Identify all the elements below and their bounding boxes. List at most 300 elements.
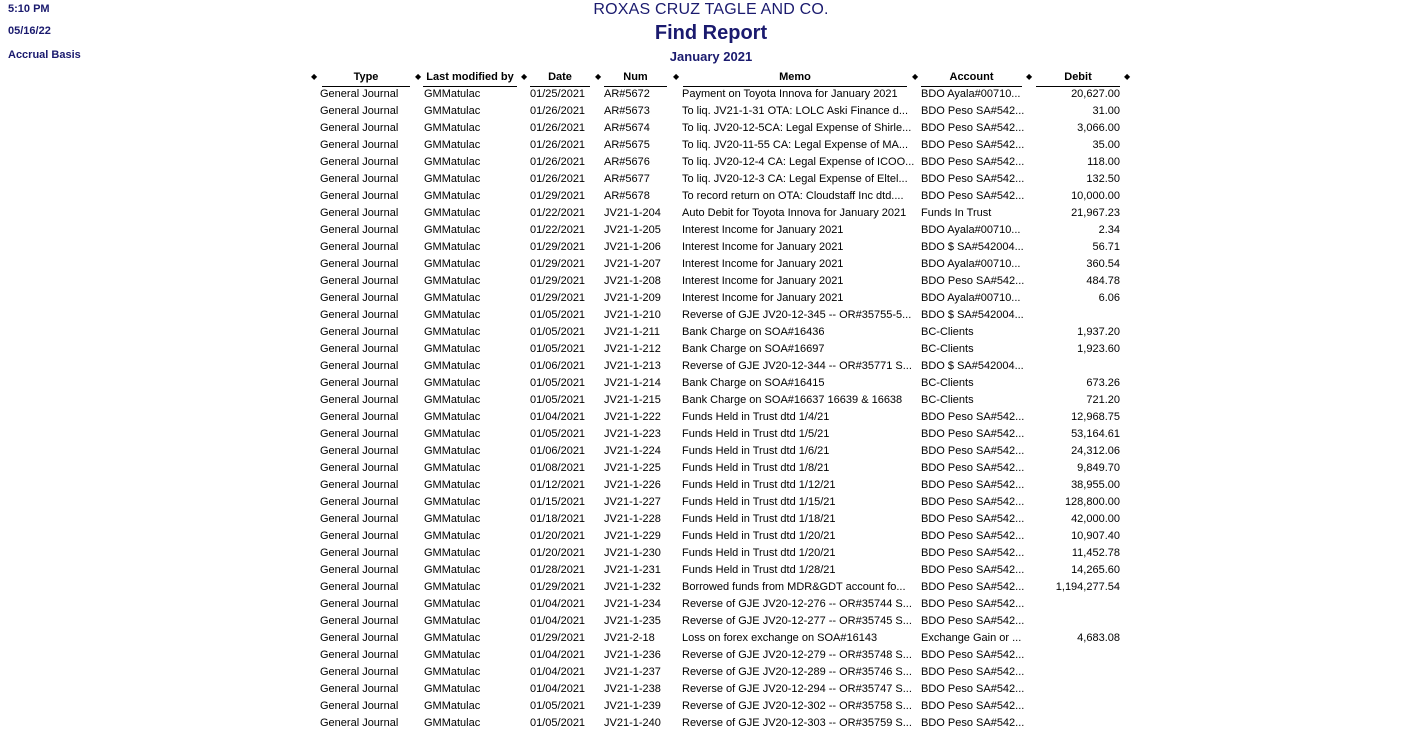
- cell-num: JV21-1-234: [604, 598, 661, 610]
- cell-date: 01/29/2021: [530, 241, 586, 253]
- cell-date: 01/15/2021: [530, 496, 586, 508]
- cell-debit: 14,265.60: [1071, 564, 1120, 576]
- table-row[interactable]: [0, 324, 1396, 341]
- cell-num: JV21-1-210: [604, 309, 661, 321]
- cell-memo: Funds Held in Trust dtd 1/28/21: [682, 564, 836, 576]
- table-row[interactable]: [0, 154, 1396, 171]
- table-row[interactable]: [0, 307, 1396, 324]
- cell-num: JV21-1-213: [604, 360, 661, 372]
- cell-num: AR#5677: [604, 173, 650, 185]
- cell-type: General Journal: [320, 139, 399, 151]
- cell-type: General Journal: [320, 326, 399, 338]
- cell-type: General Journal: [320, 88, 399, 100]
- table-row[interactable]: [0, 715, 1396, 732]
- cell-memo: Bank Charge on SOA#16415: [682, 377, 825, 389]
- cell-memo: Reverse of GJE JV20-12-277 -- OR#35745 S...: [682, 615, 912, 627]
- table-row[interactable]: [0, 562, 1396, 579]
- cell-account: BDO Peso SA#542...: [921, 275, 1025, 287]
- cell-account: BDO Peso SA#542...: [921, 173, 1025, 185]
- cell-type: General Journal: [320, 581, 399, 593]
- cell-memo: Reverse of GJE JV20-12-344 -- OR#35771 S...: [682, 360, 912, 372]
- cell-date: 01/04/2021: [530, 649, 586, 661]
- cell-date: 01/06/2021: [530, 360, 586, 372]
- cell-date: 01/12/2021: [530, 479, 586, 491]
- cell-account: BDO Peso SA#542...: [921, 598, 1025, 610]
- cell-last-modified: GMMatulac: [424, 139, 481, 151]
- cell-last-modified: GMMatulac: [424, 326, 481, 338]
- table-row[interactable]: [0, 579, 1396, 596]
- cell-type: General Journal: [320, 683, 399, 695]
- cell-debit: 2.34: [1098, 224, 1120, 236]
- table-row[interactable]: [0, 120, 1396, 137]
- cell-type: General Journal: [320, 547, 399, 559]
- cell-account: BDO Peso SA#542...: [921, 700, 1025, 712]
- cell-type: General Journal: [320, 462, 399, 474]
- cell-last-modified: GMMatulac: [424, 649, 481, 661]
- cell-debit: 1,923.60: [1077, 343, 1120, 355]
- table-row[interactable]: [0, 528, 1396, 545]
- cell-account: BDO Peso SA#542...: [921, 649, 1025, 661]
- cell-debit: 10,000.00: [1071, 190, 1120, 202]
- cell-num: JV21-2-18: [604, 632, 655, 644]
- table-row[interactable]: [0, 426, 1396, 443]
- report-table-body: [0, 86, 1396, 732]
- cell-num: JV21-1-206: [604, 241, 661, 253]
- cell-num: JV21-1-237: [604, 666, 661, 678]
- cell-num: JV21-1-209: [604, 292, 661, 304]
- table-row[interactable]: [0, 630, 1396, 647]
- cell-debit: 38,955.00: [1071, 479, 1120, 491]
- table-row[interactable]: [0, 613, 1396, 630]
- cell-num: JV21-1-208: [604, 275, 661, 287]
- cell-type: General Journal: [320, 105, 399, 117]
- cell-memo: Funds Held in Trust dtd 1/5/21: [682, 428, 830, 440]
- cell-memo: Reverse of GJE JV20-12-302 -- OR#35758 S...: [682, 700, 912, 712]
- cell-memo: Bank Charge on SOA#16637 16639 & 16638: [682, 394, 903, 406]
- cell-date: 01/28/2021: [530, 564, 586, 576]
- cell-debit: 21,967.23: [1071, 207, 1120, 219]
- cell-num: JV21-1-224: [604, 445, 661, 457]
- diamond-icon[interactable]: ◆: [595, 72, 602, 81]
- cell-debit: 9,849.70: [1077, 462, 1120, 474]
- cell-date: 01/04/2021: [530, 411, 586, 423]
- cell-last-modified: GMMatulac: [424, 258, 481, 270]
- cell-type: General Journal: [320, 666, 399, 678]
- cell-num: JV21-1-222: [604, 411, 661, 423]
- cell-date: 01/26/2021: [530, 156, 586, 168]
- cell-debit: 10,907.40: [1071, 530, 1120, 542]
- report-basis: Accrual Basis: [8, 49, 81, 61]
- cell-memo: Funds Held in Trust dtd 1/20/21: [682, 530, 836, 542]
- table-row[interactable]: [0, 545, 1396, 562]
- cell-num: JV21-1-226: [604, 479, 661, 491]
- company-name: ROXAS CRUZ TAGLE AND CO.: [593, 1, 829, 18]
- cell-memo: Reverse of GJE JV20-12-303 -- OR#35759 S...: [682, 717, 912, 729]
- cell-memo: Funds Held in Trust dtd 1/12/21: [682, 479, 836, 491]
- diamond-icon[interactable]: ◆: [521, 72, 528, 81]
- cell-date: 01/18/2021: [530, 513, 586, 525]
- cell-last-modified: GMMatulac: [424, 377, 481, 389]
- cell-type: General Journal: [320, 309, 399, 321]
- cell-num: JV21-1-211: [604, 326, 661, 338]
- table-row[interactable]: [0, 494, 1396, 511]
- report-date: 05/16/22: [8, 25, 51, 37]
- cell-last-modified: GMMatulac: [424, 683, 481, 695]
- cell-account: BDO Peso SA#542...: [921, 411, 1025, 423]
- cell-last-modified: GMMatulac: [424, 360, 481, 372]
- table-row[interactable]: [0, 290, 1396, 307]
- table-row[interactable]: [0, 103, 1396, 120]
- cell-account: BDO Peso SA#542...: [921, 445, 1025, 457]
- table-row[interactable]: [0, 392, 1396, 409]
- cell-memo: Funds Held in Trust dtd 1/20/21: [682, 547, 836, 559]
- cell-last-modified: GMMatulac: [424, 173, 481, 185]
- cell-date: 01/29/2021: [530, 581, 586, 593]
- cell-num: JV21-1-238: [604, 683, 661, 695]
- diamond-icon[interactable]: ◆: [1026, 72, 1033, 81]
- table-row[interactable]: [0, 239, 1396, 256]
- cell-date: 01/26/2021: [530, 122, 586, 134]
- cell-date: 01/05/2021: [530, 428, 586, 440]
- cell-type: General Journal: [320, 411, 399, 423]
- diamond-icon[interactable]: ◆: [673, 72, 680, 81]
- cell-account: BDO Peso SA#542...: [921, 156, 1025, 168]
- cell-debit: 35.00: [1092, 139, 1120, 151]
- diamond-icon[interactable]: ◆: [311, 72, 318, 81]
- cell-account: BDO Peso SA#542...: [921, 581, 1025, 593]
- cell-last-modified: GMMatulac: [424, 411, 481, 423]
- cell-memo: Funds Held in Trust dtd 1/18/21: [682, 513, 836, 525]
- cell-date: 01/05/2021: [530, 309, 586, 321]
- cell-account: BDO Peso SA#542...: [921, 683, 1025, 695]
- cell-date: 01/20/2021: [530, 547, 586, 559]
- cell-memo: To liq. JV20-12-3 CA: Legal Expense of Eltel...: [682, 173, 908, 185]
- cell-type: General Journal: [320, 445, 399, 457]
- table-row[interactable]: [0, 409, 1396, 426]
- cell-last-modified: GMMatulac: [424, 632, 481, 644]
- cell-memo: Funds Held in Trust dtd 1/15/21: [682, 496, 836, 508]
- cell-last-modified: GMMatulac: [424, 547, 481, 559]
- cell-account: BDO Peso SA#542...: [921, 615, 1025, 627]
- table-row[interactable]: [0, 681, 1396, 698]
- cell-memo: Reverse of GJE JV20-12-294 -- OR#35747 S...: [682, 683, 912, 695]
- cell-debit: 1,194,277.54: [1055, 581, 1120, 593]
- table-row[interactable]: [0, 698, 1396, 715]
- cell-memo: Funds Held in Trust dtd 1/8/21: [682, 462, 830, 474]
- cell-last-modified: GMMatulac: [424, 292, 481, 304]
- cell-type: General Journal: [320, 428, 399, 440]
- cell-memo: To record return on OTA: Cloudstaff Inc dtd....: [682, 190, 904, 202]
- cell-type: General Journal: [320, 241, 399, 253]
- table-row[interactable]: [0, 256, 1396, 273]
- cell-last-modified: GMMatulac: [424, 309, 481, 321]
- cell-date: 01/06/2021: [530, 445, 586, 457]
- cell-debit: 12,968.75: [1071, 411, 1120, 423]
- cell-date: 01/29/2021: [530, 258, 586, 270]
- cell-type: General Journal: [320, 615, 399, 627]
- cell-date: 01/29/2021: [530, 292, 586, 304]
- cell-num: AR#5675: [604, 139, 650, 151]
- cell-account: BDO Peso SA#542...: [921, 428, 1025, 440]
- table-row[interactable]: [0, 375, 1396, 392]
- cell-debit: 128,800.00: [1064, 496, 1120, 508]
- cell-num: JV21-1-214: [604, 377, 661, 389]
- cell-account: BDO Peso SA#542...: [921, 190, 1025, 202]
- cell-type: General Journal: [320, 360, 399, 372]
- table-row[interactable]: [0, 511, 1396, 528]
- cell-date: 01/22/2021: [530, 207, 586, 219]
- cell-last-modified: GMMatulac: [424, 275, 481, 287]
- cell-last-modified: GMMatulac: [424, 666, 481, 678]
- column-header-num[interactable]: Num: [604, 70, 667, 87]
- cell-date: 01/05/2021: [530, 394, 586, 406]
- column-header-last-modified[interactable]: Last modified by: [423, 70, 517, 87]
- cell-num: JV21-1-207: [604, 258, 661, 270]
- table-row[interactable]: [0, 341, 1396, 358]
- cell-date: 01/26/2021: [530, 173, 586, 185]
- cell-num: AR#5678: [604, 190, 650, 202]
- cell-debit: 6.06: [1098, 292, 1120, 304]
- cell-date: 01/25/2021: [530, 88, 586, 100]
- cell-num: JV21-1-212: [604, 343, 661, 355]
- cell-account: BDO Peso SA#542...: [921, 717, 1025, 729]
- cell-account: BDO Peso SA#542...: [921, 564, 1025, 576]
- table-row[interactable]: [0, 205, 1396, 222]
- cell-account: BDO Peso SA#542...: [921, 462, 1025, 474]
- table-row[interactable]: [0, 596, 1396, 613]
- table-row[interactable]: [0, 647, 1396, 664]
- cell-memo: Reverse of GJE JV20-12-345 -- OR#35755-5...: [682, 309, 912, 321]
- cell-num: JV21-1-205: [604, 224, 661, 236]
- cell-type: General Journal: [320, 700, 399, 712]
- cell-type: General Journal: [320, 258, 399, 270]
- cell-num: JV21-1-239: [604, 700, 661, 712]
- table-row[interactable]: [0, 171, 1396, 188]
- cell-debit: 11,452.78: [1071, 547, 1120, 559]
- cell-date: 01/22/2021: [530, 224, 586, 236]
- cell-account: BDO $ SA#542004...: [921, 360, 1024, 372]
- cell-memo: To liq. JV21-1-31 OTA: LOLC Aski Finance d...: [682, 105, 909, 117]
- cell-type: General Journal: [320, 598, 399, 610]
- cell-num: JV21-1-215: [604, 394, 661, 406]
- cell-last-modified: GMMatulac: [424, 207, 481, 219]
- report-time: 5:10 PM: [8, 3, 50, 15]
- cell-last-modified: GMMatulac: [424, 530, 481, 542]
- cell-account: BDO Peso SA#542...: [921, 139, 1025, 151]
- table-row[interactable]: [0, 188, 1396, 205]
- cell-account: BDO Peso SA#542...: [921, 496, 1025, 508]
- cell-memo: Interest Income for January 2021: [682, 241, 844, 253]
- cell-date: 01/29/2021: [530, 632, 586, 644]
- cell-type: General Journal: [320, 275, 399, 287]
- cell-date: 01/29/2021: [530, 275, 586, 287]
- cell-type: General Journal: [320, 224, 399, 236]
- table-row[interactable]: [0, 222, 1396, 239]
- cell-memo: To liq. JV20-12-4 CA: Legal Expense of ICOO...: [682, 156, 915, 168]
- cell-date: 01/04/2021: [530, 598, 586, 610]
- cell-type: General Journal: [320, 530, 399, 542]
- cell-memo: Interest Income for January 2021: [682, 224, 844, 236]
- cell-memo: Reverse of GJE JV20-12-279 -- OR#35748 S...: [682, 649, 912, 661]
- cell-num: JV21-1-240: [604, 717, 661, 729]
- cell-debit: 24,312.06: [1071, 445, 1120, 457]
- table-row[interactable]: [0, 477, 1396, 494]
- cell-debit: 1,937.20: [1077, 326, 1120, 338]
- cell-last-modified: GMMatulac: [424, 156, 481, 168]
- diamond-icon[interactable]: ◆: [912, 72, 919, 81]
- cell-last-modified: GMMatulac: [424, 105, 481, 117]
- cell-debit: 20,627.00: [1071, 88, 1120, 100]
- cell-num: JV21-1-231: [604, 564, 661, 576]
- cell-type: General Journal: [320, 394, 399, 406]
- cell-account: BDO $ SA#542004...: [921, 309, 1024, 321]
- table-row[interactable]: [0, 273, 1396, 290]
- cell-type: General Journal: [320, 649, 399, 661]
- table-row[interactable]: [0, 86, 1396, 103]
- cell-last-modified: GMMatulac: [424, 496, 481, 508]
- cell-account: Exchange Gain or ...: [921, 632, 1022, 644]
- cell-memo: Interest Income for January 2021: [682, 275, 844, 287]
- cell-last-modified: GMMatulac: [424, 190, 481, 202]
- cell-memo: Funds Held in Trust dtd 1/4/21: [682, 411, 830, 423]
- cell-last-modified: GMMatulac: [424, 513, 481, 525]
- cell-last-modified: GMMatulac: [424, 615, 481, 627]
- table-row[interactable]: [0, 664, 1396, 681]
- cell-memo: Borrowed funds from MDR&GDT account fo...: [682, 581, 906, 593]
- cell-account: BC-Clients: [921, 377, 974, 389]
- cell-type: General Journal: [320, 343, 399, 355]
- cell-date: 01/29/2021: [530, 190, 586, 202]
- cell-date: 01/20/2021: [530, 530, 586, 542]
- cell-num: JV21-1-236: [604, 649, 661, 661]
- cell-type: General Journal: [320, 496, 399, 508]
- cell-last-modified: GMMatulac: [424, 717, 481, 729]
- table-row[interactable]: [0, 137, 1396, 154]
- cell-date: 01/05/2021: [530, 700, 586, 712]
- cell-type: General Journal: [320, 377, 399, 389]
- cell-debit: 56.71: [1092, 241, 1120, 253]
- cell-debit: 118.00: [1087, 156, 1120, 168]
- cell-num: JV21-1-232: [604, 581, 661, 593]
- cell-date: 01/05/2021: [530, 326, 586, 338]
- diamond-icon[interactable]: ◆: [415, 72, 422, 81]
- diamond-icon[interactable]: ◆: [1124, 72, 1131, 81]
- column-header-debit[interactable]: Debit: [1036, 70, 1120, 87]
- cell-last-modified: GMMatulac: [424, 462, 481, 474]
- cell-type: General Journal: [320, 207, 399, 219]
- cell-last-modified: GMMatulac: [424, 564, 481, 576]
- table-row[interactable]: [0, 443, 1396, 460]
- column-header-account[interactable]: Account: [921, 70, 1022, 87]
- cell-num: JV21-1-228: [604, 513, 661, 525]
- cell-memo: To liq. JV20-12-5CA: Legal Expense of Shirle...: [682, 122, 912, 134]
- cell-memo: Interest Income for January 2021: [682, 292, 844, 304]
- cell-account: BDO Ayala#00710...: [921, 258, 1021, 270]
- cell-memo: Loss on forex exchange on SOA#16143: [682, 632, 878, 644]
- cell-memo: Reverse of GJE JV20-12-276 -- OR#35744 S...: [682, 598, 912, 610]
- cell-debit: 42,000.00: [1071, 513, 1120, 525]
- cell-num: AR#5672: [604, 88, 650, 100]
- cell-debit: 721.20: [1086, 394, 1120, 406]
- cell-account: BDO Peso SA#542...: [921, 666, 1025, 678]
- cell-date: 01/04/2021: [530, 666, 586, 678]
- cell-memo: Bank Charge on SOA#16436: [682, 326, 825, 338]
- cell-date: 01/05/2021: [530, 343, 586, 355]
- cell-debit: 360.54: [1086, 258, 1120, 270]
- cell-num: JV21-1-230: [604, 547, 661, 559]
- cell-account: BDO Peso SA#542...: [921, 547, 1025, 559]
- cell-date: 01/08/2021: [530, 462, 586, 474]
- cell-type: General Journal: [320, 479, 399, 491]
- cell-type: General Journal: [320, 292, 399, 304]
- cell-debit: 484.78: [1086, 275, 1120, 287]
- cell-date: 01/04/2021: [530, 615, 586, 627]
- column-header-type[interactable]: Type: [322, 70, 410, 87]
- cell-account: BDO Peso SA#542...: [921, 105, 1025, 117]
- cell-memo: Payment on Toyota Innova for January 2021: [682, 88, 898, 100]
- cell-type: General Journal: [320, 513, 399, 525]
- cell-debit: 31.00: [1092, 105, 1120, 117]
- column-header-date[interactable]: Date: [530, 70, 590, 87]
- cell-account: BDO Peso SA#542...: [921, 530, 1025, 542]
- cell-last-modified: GMMatulac: [424, 88, 481, 100]
- cell-num: AR#5674: [604, 122, 650, 134]
- cell-account: Funds In Trust: [921, 207, 992, 219]
- cell-account: BC-Clients: [921, 394, 974, 406]
- cell-memo: Interest Income for January 2021: [682, 258, 844, 270]
- cell-type: General Journal: [320, 173, 399, 185]
- cell-type: General Journal: [320, 156, 399, 168]
- cell-num: JV21-1-204: [604, 207, 661, 219]
- table-row[interactable]: [0, 358, 1396, 375]
- cell-num: AR#5673: [604, 105, 650, 117]
- cell-account: BDO Ayala#00710...: [921, 88, 1021, 100]
- cell-type: General Journal: [320, 122, 399, 134]
- cell-memo: Reverse of GJE JV20-12-289 -- OR#35746 S...: [682, 666, 912, 678]
- cell-last-modified: GMMatulac: [424, 479, 481, 491]
- table-row[interactable]: [0, 460, 1396, 477]
- cell-account: BDO Peso SA#542...: [921, 513, 1025, 525]
- cell-type: General Journal: [320, 717, 399, 729]
- cell-date: 01/04/2021: [530, 683, 586, 695]
- cell-last-modified: GMMatulac: [424, 598, 481, 610]
- cell-account: BC-Clients: [921, 343, 974, 355]
- cell-account: BC-Clients: [921, 326, 974, 338]
- cell-num: JV21-1-225: [604, 462, 661, 474]
- cell-last-modified: GMMatulac: [424, 394, 481, 406]
- cell-num: JV21-1-229: [604, 530, 661, 542]
- cell-debit: 673.26: [1086, 377, 1120, 389]
- cell-last-modified: GMMatulac: [424, 581, 481, 593]
- cell-debit: 53,164.61: [1071, 428, 1120, 440]
- cell-debit: 3,066.00: [1077, 122, 1120, 134]
- cell-num: JV21-1-235: [604, 615, 661, 627]
- cell-memo: Bank Charge on SOA#16697: [682, 343, 825, 355]
- cell-type: General Journal: [320, 564, 399, 576]
- cell-last-modified: GMMatulac: [424, 343, 481, 355]
- cell-memo: To liq. JV20-11-55 CA: Legal Expense of MA...: [682, 139, 909, 151]
- cell-debit: 4,683.08: [1077, 632, 1120, 644]
- cell-memo: Auto Debit for Toyota Innova for January 2021: [682, 207, 907, 219]
- cell-memo: Funds Held in Trust dtd 1/6/21: [682, 445, 830, 457]
- cell-date: 01/26/2021: [530, 139, 586, 151]
- cell-debit: 132.50: [1086, 173, 1120, 185]
- column-header-memo[interactable]: Memo: [683, 70, 907, 87]
- cell-date: 01/05/2021: [530, 717, 586, 729]
- cell-account: BDO Ayala#00710...: [921, 292, 1021, 304]
- cell-type: General Journal: [320, 632, 399, 644]
- cell-num: JV21-1-223: [604, 428, 661, 440]
